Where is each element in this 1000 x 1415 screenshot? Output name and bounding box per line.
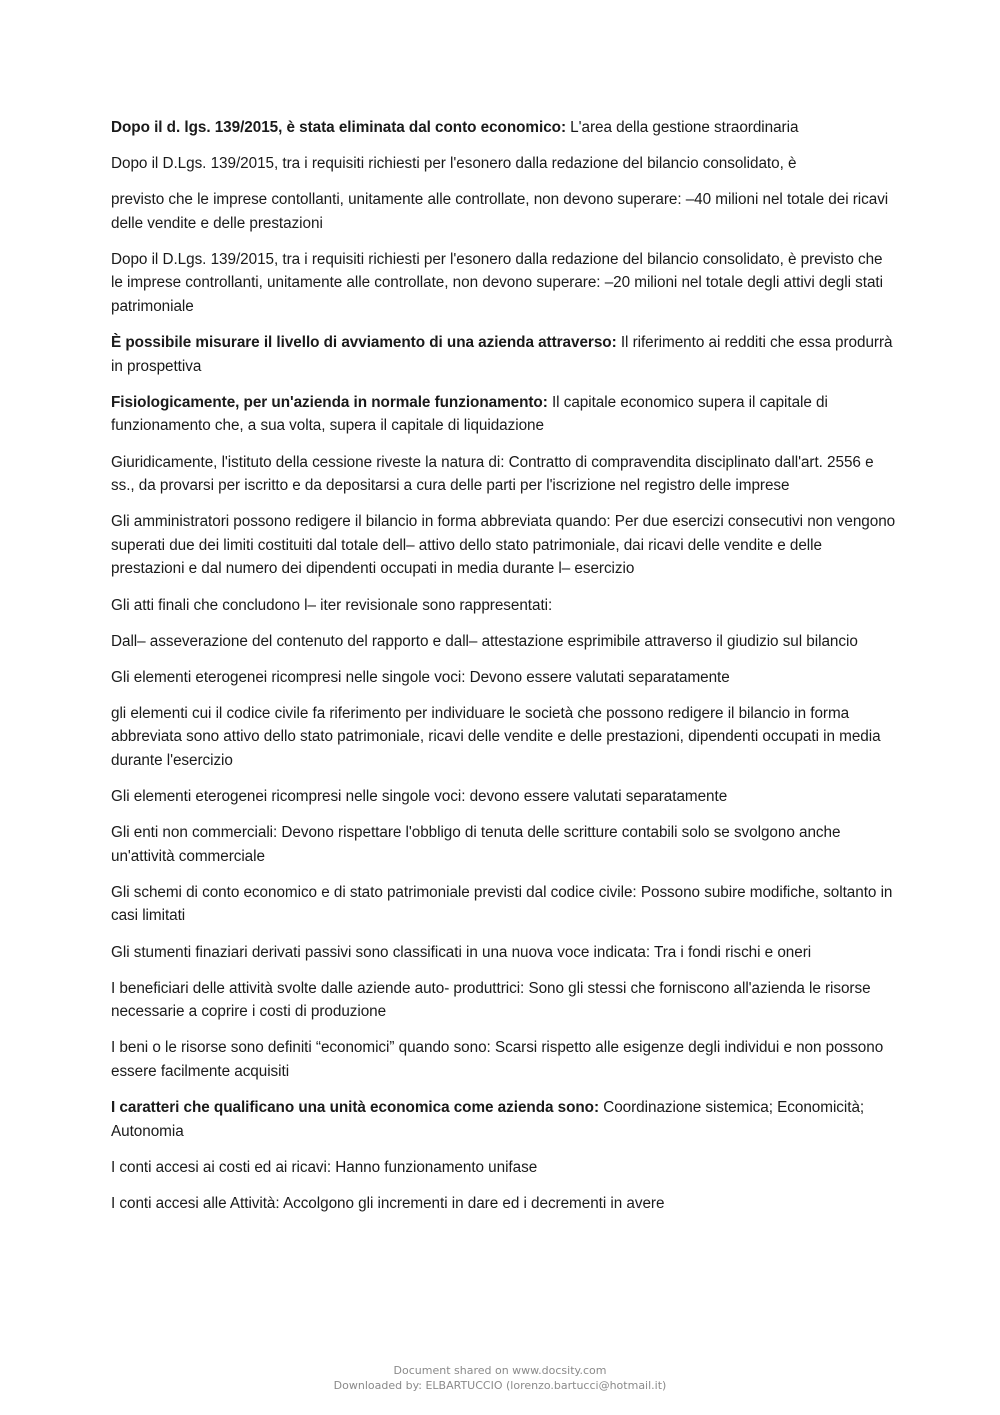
paragraph-21 xyxy=(111,1192,896,1216)
paragraph-4-text: Dopo il D.Lgs. 139/2015, tra i requisiti richiesti per l'esonero dalla redazione del bilancio consolidato, è previsto che le imprese controllanti, unitamente alle controllate, non devono superare: –20 milioni nel totale degli attivi degli stati patrimoniale xyxy=(111,250,883,316)
paragraph-11 xyxy=(111,666,896,690)
paragraph-14-text: Gli enti non commerciali: Devono rispettare l'obbligo di tenuta delle scritture contabili solo se svolgono anche un'attività commerciale xyxy=(111,824,841,865)
paragraph-2-text: Dopo il D.Lgs. 139/2015, tra i requisiti richiesti per l'esonero dalla redazione del bilancio consolidato, è xyxy=(111,155,797,173)
paragraph-8-text: Gli amministratori possono redigere il bilancio in forma abbreviata quando: Per due esercizi consecutivi non vengono superati due dei limiti costituiti dal totale dell– attivo dello stato patrimoniale, dai ricavi delle vendite e delle prestazioni e dal numero dei dipendenti occupati in media durante l– esercizio xyxy=(111,513,896,578)
paragraph-9 xyxy=(111,594,896,618)
paragraph-20 xyxy=(111,1156,896,1180)
page-footer xyxy=(0,1364,1000,1393)
paragraph-1 xyxy=(111,116,896,140)
footer-download-note: Downloaded by: ELBARTUCCIO (lorenzo.bartucci@hotmail.it) xyxy=(333,1378,667,1392)
paragraph-10-text: Dall– asseverazione del contenuto del rapporto e dall– attestazione esprimibile attraverso il giudizio sul bilancio xyxy=(111,632,858,650)
paragraph-12 xyxy=(111,702,896,773)
paragraph-5-bold: È possibile misurare il livello di avviamento di una azienda attraverso: xyxy=(111,334,617,352)
paragraph-1-bold: Dopo il d. lgs. 139/2015, è stata eliminata dal conto economico: xyxy=(111,119,566,136)
paragraph-12-text: gli elementi cui il codice civile fa riferimento per individuare le società che possono redigere il bilancio in forma abbreviata sono attivo dello stato patrimoniale, ricavi delle vendite e delle prestazioni, dipendenti occupati in media durante l'esercizio xyxy=(111,704,881,769)
paragraph-10 xyxy=(111,630,896,654)
paragraph-13-text: Gli elementi eterogenei ricompresi nelle singole voci: devono essere valutati separatamente xyxy=(111,788,728,806)
paragraph-7 xyxy=(111,451,896,498)
paragraph-2 xyxy=(111,152,896,176)
paragraph-20-text: I conti accesi ai costi ed ai ricavi: Hanno funzionamento unifase xyxy=(111,1158,538,1176)
paragraph-6 xyxy=(111,391,896,438)
paragraph-7-text: Giuridicamente, l'istituto della cessione riveste la natura di: Contratto di compravendita disciplinato dall'art. 2556 e ss., da provarsi per iscritto e da depositarsi a cura delle parti per l'iscrizione nel registro delle imprese xyxy=(111,453,874,495)
paragraph-13 xyxy=(111,785,896,809)
paragraph-21-text: I conti accesi alle Attività: Accolgono gli incrementi in dare ed i decrementi in avere xyxy=(111,1194,665,1212)
paragraph-16-text: Gli stumenti finaziari derivati passivi sono classificati in una nuova voce indicata: Tra i fondi rischi e oneri xyxy=(111,943,812,961)
paragraph-11-text: Gli elementi eterogenei ricompresi nelle singole voci: Devono essere valutati separatamente xyxy=(111,668,730,686)
paragraph-19-bold: I caratteri che qualificano una unità economica come azienda sono: xyxy=(111,1099,600,1116)
paragraph-3 xyxy=(111,188,896,235)
paragraph-1-text: L'area della gestione straordinaria xyxy=(565,119,799,136)
paragraph-19-text: Coordinazione sistemica; Economicità; Autonomia xyxy=(111,1099,865,1140)
paragraph-4 xyxy=(111,248,896,319)
paragraph-19 xyxy=(111,1096,896,1143)
paragraph-6-bold: Fisiologicamente, per un'azienda in normale funzionamento: xyxy=(111,393,548,411)
paragraph-14 xyxy=(111,821,896,868)
paragraph-18 xyxy=(111,1036,896,1083)
footer-shared-note: Document shared on www.docsity.com xyxy=(393,1364,607,1377)
paragraph-9-text: Gli atti finali che concludono l– iter revisionale sono rappresentati: xyxy=(111,596,553,614)
paragraph-8 xyxy=(111,510,896,581)
paragraph-16 xyxy=(111,941,896,965)
paragraph-18-text: I beni o le risorse sono definiti “economici” quando sono: Scarsi rispetto alle esigenze degli individui e non possono essere facilmente acquisiti xyxy=(111,1039,884,1080)
paragraph-15-text: Gli schemi di conto economico e di stato patrimoniale previsti dal codice civile: Possono subire modifiche, soltanto in casi limitati xyxy=(111,883,893,925)
paragraph-5 xyxy=(111,331,896,378)
paragraph-17-text: I beneficiari delle attività svolte dalle aziende auto- produttrici: Sono gli stessi che forniscono all'azienda le risorse necessarie a coprire i costi di produzione xyxy=(111,979,871,1021)
paragraph-6-text: Il capitale economico supera il capitale di funzionamento che, a sua volta, supera il capitale di liquidazione xyxy=(111,393,828,435)
paragraph-17 xyxy=(111,977,896,1024)
document-body xyxy=(111,116,896,1228)
paragraph-5-text: Il riferimento ai redditi che essa produrrà in prospettiva xyxy=(111,334,893,375)
paragraph-15 xyxy=(111,881,896,928)
paragraph-3-text: previsto che le imprese contollanti, unitamente alle controllate, non devono superare: –40 milioni nel totale dei ricavi delle vendite e delle prestazioni xyxy=(111,191,889,232)
